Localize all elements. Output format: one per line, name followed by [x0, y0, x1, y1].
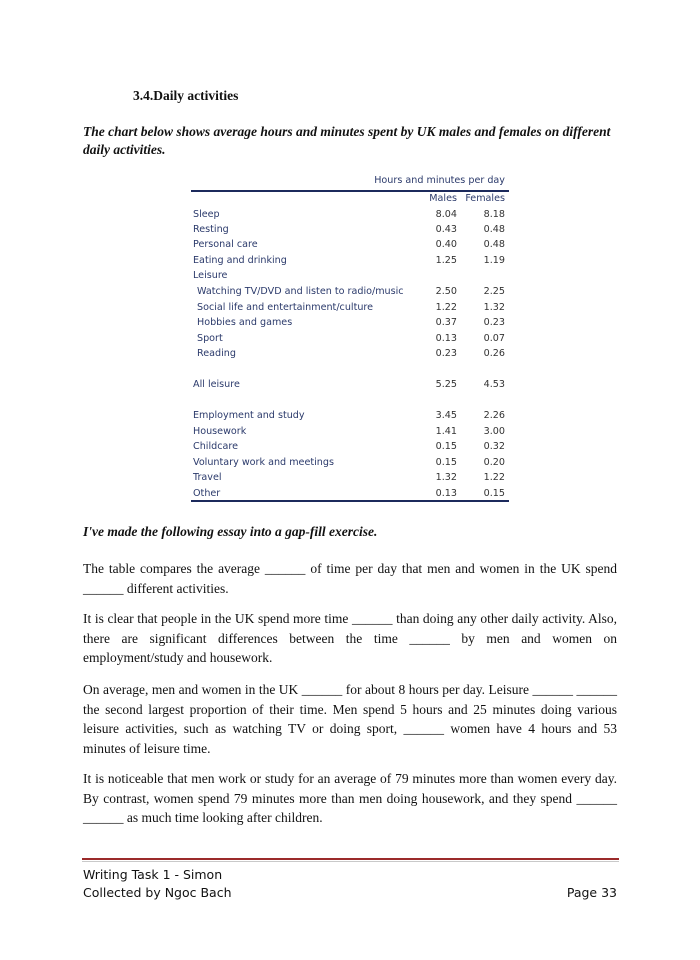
- row-label: Resting: [193, 224, 229, 235]
- row-label: Hobbies and games: [197, 317, 293, 328]
- males-value: 0.40: [435, 239, 457, 250]
- footer-rule-shadow: [82, 861, 619, 862]
- males-value: 5.25: [435, 379, 457, 390]
- table-row: [191, 471, 509, 485]
- row-label: Leisure: [193, 270, 228, 281]
- table-row: [191, 409, 509, 423]
- essay-paragraph-4: It is noticeable that men work or study for an average of 79 minutes more than women every day. By contrast, women spend 79 minutes more than men doing housework, and they spend ______ ______ as much time looking after children.: [83, 771, 617, 825]
- essay-paragraph-2: It is clear that people in the UK spend more time ______ than doing any other daily activity. Also, there are significant differences between the time ______ by men and women on employment/study and housework.: [83, 611, 617, 665]
- table-row: [191, 332, 509, 346]
- table-row: [191, 238, 509, 252]
- table-row: [191, 285, 509, 299]
- females-value: 2.25: [483, 286, 505, 297]
- table-row: [191, 316, 509, 330]
- males-value: 1.32: [435, 472, 457, 483]
- footer-collector: Collected by Ngoc Bach: [83, 885, 232, 900]
- row-label: Sleep: [193, 209, 220, 220]
- gap-fill-heading: I've made the following essay into a gap-fill exercise.: [83, 524, 378, 539]
- females-value: 0.32: [483, 441, 505, 452]
- table-row: [191, 301, 509, 315]
- females-value: 1.22: [483, 472, 505, 483]
- table-row: [191, 223, 509, 237]
- table-bottom-rule: [191, 500, 509, 502]
- males-value: 0.15: [435, 441, 457, 452]
- chart-intro: The chart below shows average hours and minutes spent by UK males and females on different daily activities.: [83, 124, 611, 157]
- females-value: 0.48: [483, 224, 505, 235]
- males-value: 1.41: [435, 426, 457, 437]
- males-value: 1.25: [435, 255, 457, 266]
- table-row: [191, 425, 509, 439]
- section-title: 3.4.Daily activities: [133, 88, 239, 103]
- males-value: 0.43: [435, 224, 457, 235]
- row-label: Travel: [193, 472, 222, 483]
- females-value: 8.18: [483, 209, 505, 220]
- table-row: [191, 487, 509, 501]
- row-label: Other: [193, 488, 221, 499]
- col-header-females: Females: [465, 193, 505, 204]
- females-value: 4.53: [483, 379, 505, 390]
- page-number: Page 33: [566, 885, 617, 900]
- males-value: 0.37: [435, 317, 457, 328]
- table-row: [191, 347, 509, 361]
- row-label: Watching TV/DVD and listen to radio/music: [197, 286, 404, 297]
- females-value: 3.00: [483, 426, 505, 437]
- males-value: 0.13: [435, 333, 457, 344]
- table-row: [191, 440, 509, 454]
- table-top-rule: [191, 190, 509, 192]
- footer-rule: [82, 858, 619, 860]
- table-row: [191, 378, 509, 392]
- footer-title: Writing Task 1 - Simon: [83, 867, 223, 882]
- females-value: 1.32: [483, 302, 505, 313]
- row-label: All leisure: [193, 379, 240, 390]
- females-value: 2.26: [483, 410, 505, 421]
- row-label: Eating and drinking: [193, 255, 287, 266]
- row-label: Personal care: [193, 239, 258, 250]
- row-label: Voluntary work and meetings: [193, 457, 334, 468]
- males-value: 8.04: [435, 209, 457, 220]
- females-value: 0.15: [483, 488, 505, 499]
- males-value: 0.15: [435, 457, 457, 468]
- table-row: [191, 254, 509, 268]
- males-value: 0.13: [435, 488, 457, 499]
- males-value: 0.23: [435, 348, 457, 359]
- females-value: 0.07: [483, 333, 505, 344]
- row-label: Employment and study: [193, 410, 305, 421]
- females-value: 0.23: [483, 317, 505, 328]
- males-value: 3.45: [435, 410, 457, 421]
- males-value: 1.22: [435, 302, 457, 313]
- table-header: Hours and minutes per day: [374, 175, 505, 186]
- row-label: Sport: [197, 333, 223, 344]
- table-row: [191, 269, 509, 283]
- males-value: 2.50: [435, 286, 457, 297]
- row-label: Reading: [197, 348, 236, 359]
- essay-paragraph-1: The table compares the average ______ of time per day that men and women in the UK spend ______ different activities.: [83, 561, 617, 596]
- table-row: [191, 208, 509, 222]
- females-value: 0.26: [483, 348, 505, 359]
- row-label: Housework: [193, 426, 247, 437]
- row-label: Social life and entertainment/culture: [197, 302, 374, 313]
- females-value: 0.20: [483, 457, 505, 468]
- essay-paragraph-3: On average, men and women in the UK ______ for about 8 hours per day. Leisure ______ ______ the second largest proportion of their time. Men spend 5 hours and 25 minutes doing various leisure activities, such as watching TV or doing sport, ______ women have 4 hours and 53 minutes of leisure time.: [83, 682, 617, 756]
- table-row: [191, 456, 509, 470]
- females-value: 0.48: [483, 239, 505, 250]
- females-value: 1.19: [483, 255, 505, 266]
- row-label: Childcare: [193, 441, 238, 452]
- col-header-males: Males: [429, 193, 457, 204]
